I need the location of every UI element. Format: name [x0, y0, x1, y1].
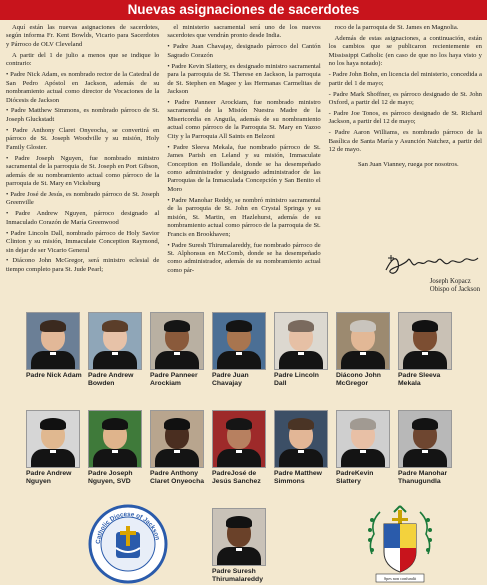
article-paragraph: roco de la parroquia de St. James en Magnolia.: [334, 24, 459, 31]
priest-caption: Padre Joseph Nguyen, SVD: [88, 470, 133, 486]
priest-photo: [398, 410, 452, 468]
priest-caption: PadreJosé de Jesús Sanchez: [212, 470, 261, 486]
priest-caption: Padre Matthew Simmons: [274, 470, 322, 486]
signature-title: Obispo of Jackson: [429, 286, 480, 294]
priest-photo: [150, 312, 204, 370]
logo-ring-text: Catholic Diocese of Jackson: [94, 510, 161, 545]
priest-caption: Padre Andrew Nguyen: [26, 470, 72, 486]
article-paragraph: • Padre Panneer Arockiam, fue nombrado ministro sacramental de la Misión Nuestra Madre de la Misericordia en Anguila, además de su nombramiento actual como párroco de la Parroquia St. Mary en Yazoo City y la Parroquia All Saints en Belzoni: [167, 99, 321, 140]
article-paragraph: • Padre Lincoln Dall, nombrado párroco de Holy Savior Clinton y su misión, Immaculate Conception Raymond, sin dejar de ser Vicario General: [6, 229, 160, 254]
priest-card: [212, 312, 270, 388]
priest-card: [336, 410, 394, 486]
article-paragraph: • Padre Juan Chavajay, designado párroco del Cantón Sagrado Corazón: [167, 43, 321, 59]
article-paragraph: Además de estas asignaciones, a continuación, están los cambios que se publicaron recientemente en Mississippi Catholic (en caso de que no los haya visto y no los haya notado):: [328, 34, 482, 68]
priest-photo: [212, 410, 266, 468]
article-columns: [6, 24, 482, 278]
priest-caption: Padre Suresh Thirumalareddy: [212, 568, 263, 584]
article-paragraph: • Padre Matthew Simmons, es nombrado párroco de St. Joseph Gluckstadt: [6, 107, 160, 123]
priest-caption: Padre Panneer Arockiam: [150, 372, 198, 388]
article-paragraph: • Padre Joseph Nguyen, fue nombrado ministro sacramental de la parroquia de St. Joseph en Port Gibson, además de su nombramiento actual como párroco de la parroquia de St. Mary en Vicksburg: [6, 154, 160, 187]
coat-of-arms-motto: Spes non confundit: [383, 576, 417, 581]
priest-photo: [336, 410, 390, 468]
priest-card: [212, 410, 270, 486]
article-column-2: [167, 24, 320, 278]
priest-caption: Diácono John McGregor: [336, 372, 381, 388]
priest-card: [398, 312, 456, 388]
priest-card: [274, 410, 332, 486]
priest-caption: PadreKevin Slattery: [336, 470, 374, 486]
priest-caption: Padre Lincoln Dall: [274, 372, 319, 388]
article-paragraph: - Padre Joe Tonos, es párroco designado de St. Richard Jackson, a partir del 12 de mayo;: [328, 109, 482, 126]
priest-caption: Padre Manohar Thanugundla: [398, 470, 448, 486]
priest-photo: [88, 410, 142, 468]
signature-name: Joseph Kopacz: [429, 278, 471, 285]
priest-caption: Padre Sleeva Mekala: [398, 372, 441, 388]
page-title: Nuevas asignaciones de sacerdotes: [0, 0, 487, 20]
article-paragraph: A partir del 1 de julio a menos que se indique lo contrario:: [6, 51, 160, 68]
article-column-3: [329, 24, 482, 278]
article-paragraph: • Padre Andrew Nguyen, párroco designado al Inmaculado Corazón de María Greenwood: [6, 210, 160, 226]
priest-card: [26, 410, 84, 486]
priest-card: [212, 508, 270, 584]
article-paragraph: - Padre Mark Shoffner, es párroco designado de St. John Oxford, a partir del 12 de mayo;: [328, 90, 482, 106]
article-paragraph: • Padre José de Jesús, es nombrado párroco de St. Joseph Greenville: [6, 190, 160, 207]
coat-of-arms: [360, 500, 440, 584]
priest-card: [26, 312, 84, 380]
priest-photo: [150, 410, 204, 468]
priest-card: [150, 410, 208, 486]
priest-photo: [274, 410, 328, 468]
priest-caption: Padre Andrew Bowden: [88, 372, 134, 388]
priest-card: [398, 410, 456, 486]
priest-photo: [336, 312, 390, 370]
article-paragraph: • Padre Nick Adam, es nombrado rector de la Catedral de San Pedro Apóstol en Jackson, además de su nombramiento actual como director de Vocaciones de la Diócesis de Jackson: [6, 71, 160, 104]
article-column-1: [6, 24, 159, 278]
priest-card: [336, 312, 394, 388]
priest-photo: [26, 410, 80, 468]
article-paragraph: - Padre Aaron Williams, es nombrado párroco de la Basílica de Santa María y Asunción Natchez, a partir del 12 de mayo.: [328, 129, 482, 154]
article-paragraph: Aquí están las nuevas asignaciones de sacerdotes, según informa Fr. Kent Bowlds, Vicario para Sacerdotes y Párroco de OLV Cleveland: [6, 24, 160, 48]
priest-photo: [212, 312, 266, 370]
priest-card: [274, 312, 332, 388]
priest-photo: [26, 312, 80, 370]
priest-photo: [398, 312, 452, 370]
article-paragraph: • Padre Anthony Claret Onyeocha, se convertirá en párroco de St. Joseph Woodville y su misión, Holy Family Gloster.: [6, 126, 160, 151]
article-paragraph: • Padre Sleeva Mekala, fue nombrado párroco de St. James Parish en Leland y su misión, Immaculate Conception en Hollandale, donde se ha desempeñado como administrador y designado administrador de las Parroquias de la Inmaculada Concepción y San Benito el Moro: [167, 143, 321, 193]
article-paragraph: • Padre Manohar Reddy, se nombró ministro sacramental de la parroquia de St. John en Crystal Springs y su misión, St. Martin, en Hazlehurst, además de su nombramiento actual como párroco de la parroquia de St. Francis en Brookhaven;: [167, 196, 321, 238]
priest-caption: Padre Juan Chavajay: [212, 372, 249, 388]
article-paragraph: • Diácono John McGregor, será ministro eclesial de tiempo completo para St. Jude Pearl;: [6, 257, 160, 273]
priest-caption: Padre Nick Adam: [26, 372, 82, 379]
diocese-logo: [88, 504, 168, 584]
article-paragraph: el ministerio sacramental será uno de los nuevos sacerdotes que vendrán pronto desde India.: [167, 24, 321, 40]
signature-block: [382, 248, 482, 298]
signature-image: [382, 248, 482, 280]
priest-card: [150, 312, 208, 388]
article-paragraph: • Padre Suresh Thirumalareddy, fue nombrado párroco de St. Alphonsus en McComb, donde se ha desempeñado como administrador, además de su nombramiento actual como pár-: [167, 241, 321, 274]
priest-photo: [88, 312, 142, 370]
signature-name-block: [430, 278, 480, 295]
priest-photo: [274, 312, 328, 370]
priest-card: [88, 312, 146, 388]
priest-card: [88, 410, 146, 486]
priest-caption: Padre Anthony Claret Onyeocha: [150, 470, 205, 486]
article-paragraph: San Juan Vianney, ruega por nosotros.: [357, 160, 459, 168]
priest-photo: [212, 508, 266, 566]
article-paragraph: • Padre Kevin Slattery, es designado ministro sacramental para la parroquia de St. Therese en Jackson, la parroquia de St. Stephen en Magee y las Hermanas Carmelitas de Jackson: [167, 62, 321, 96]
article-paragraph: - Padre John Bohn, en licencia del ministerio, concedida a partir del 1 de mayo;: [328, 71, 482, 87]
